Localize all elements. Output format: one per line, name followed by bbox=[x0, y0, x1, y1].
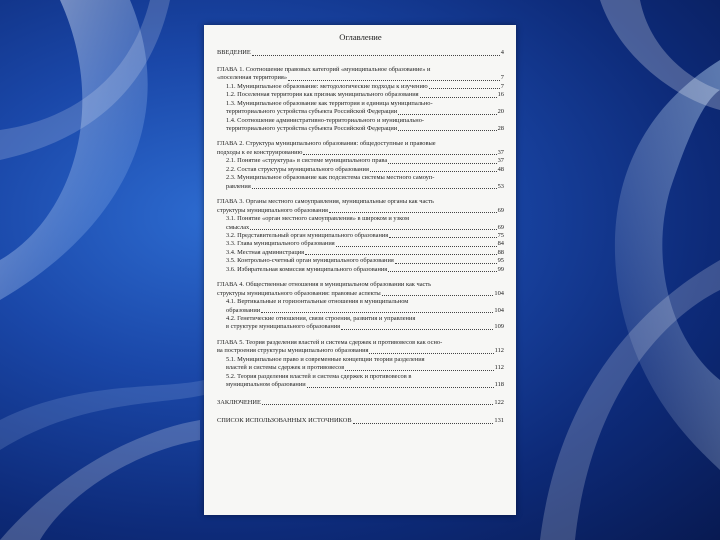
section-title-line: в структуре муниципального образования bbox=[226, 323, 341, 331]
section-title-line: смыслах bbox=[226, 223, 250, 231]
chapter-heading-line: ва построения структуры муниципального образования bbox=[217, 347, 369, 355]
dot-leader bbox=[307, 387, 494, 388]
section-entry bbox=[226, 166, 504, 174]
toc-page-number: 7 bbox=[500, 74, 504, 82]
section-entry bbox=[226, 257, 504, 265]
toc-page-number: 4 bbox=[500, 49, 504, 57]
toc-page-number: 48 bbox=[497, 165, 504, 173]
toc-page-number: 104 bbox=[494, 289, 504, 297]
toc-page-number: 112 bbox=[494, 364, 504, 372]
toc-page-number: 20 bbox=[497, 108, 504, 116]
dot-leader bbox=[388, 163, 496, 164]
section-entry bbox=[226, 249, 504, 257]
section-entry bbox=[226, 224, 504, 232]
section-title-line: 1.3. Муниципальное образование как территория и единица муниципально- bbox=[226, 99, 433, 107]
toc-page-number: 69 bbox=[497, 206, 504, 214]
section-title-line: 2.2. Состав структуры муниципального образования bbox=[226, 165, 369, 173]
toc-chapter bbox=[217, 66, 504, 134]
toc-chapter bbox=[217, 140, 504, 191]
toc-page-number: 7 bbox=[500, 82, 504, 90]
toc-chapter bbox=[217, 281, 504, 332]
toc-section bbox=[226, 373, 504, 390]
dot-leader bbox=[262, 404, 493, 405]
toc-sections bbox=[217, 157, 504, 191]
chapter-heading-line: ГЛАВА 2. Структура муниципального образования: общедоступные и правовые bbox=[217, 140, 436, 148]
toc-sections bbox=[217, 215, 504, 274]
dot-leader bbox=[345, 370, 493, 371]
toc-page-number: 53 bbox=[497, 182, 504, 190]
toc-title: Оглавление bbox=[339, 32, 382, 42]
toc-section bbox=[226, 215, 504, 232]
dot-leader bbox=[398, 130, 496, 131]
section-entry bbox=[226, 266, 504, 274]
section-title-line: 3.5. Контрольно-счетный орган муниципального образования bbox=[226, 257, 394, 265]
chapter-heading-line: структуры муниципального образования bbox=[217, 206, 328, 214]
section-entry bbox=[226, 83, 504, 91]
section-title-line: властей и системы сдержек и противовесов bbox=[226, 364, 345, 372]
dot-leader bbox=[353, 423, 494, 424]
section-title-line: 5.2. Теория разделения властей и система сдержек и противовесов в bbox=[226, 372, 412, 380]
dot-leader bbox=[370, 171, 497, 172]
section-entry bbox=[226, 157, 504, 165]
section-title-line: образовании bbox=[226, 306, 261, 314]
section-title-line: 3.2. Представительный орган муниципального образования bbox=[226, 231, 389, 239]
chapter-heading-entry bbox=[217, 290, 504, 298]
section-entry bbox=[226, 91, 504, 99]
toc-page-number: 16 bbox=[497, 91, 504, 99]
section-title-line: равления bbox=[226, 182, 251, 190]
section-entry bbox=[226, 307, 504, 315]
section-title-line: 2.1. Понятие «структура» в системе муниципального права bbox=[226, 157, 388, 165]
section-entry bbox=[226, 108, 504, 116]
toc-entry-label: ВВЕДЕНИЕ bbox=[217, 49, 251, 57]
section-title-line: 1.2. Поселенная территория как признак муниципального образования bbox=[226, 91, 419, 99]
toc-section bbox=[226, 157, 504, 165]
dot-leader bbox=[250, 229, 496, 230]
chapter-heading-entry bbox=[217, 74, 504, 82]
toc-section bbox=[226, 232, 504, 240]
chapter-heading-line: «поселенная территория» bbox=[217, 74, 288, 82]
dot-leader bbox=[398, 114, 496, 115]
toc-section bbox=[226, 315, 504, 332]
section-title-line: 3.1. Понятие «орган местного самоуправления» в широком и узком bbox=[226, 215, 410, 223]
toc-page-number: 104 bbox=[494, 306, 504, 314]
section-title-line: территориального устройства субъекта Российской Федерации bbox=[226, 124, 398, 132]
toc-entry-conclusion bbox=[217, 399, 504, 407]
toc-section bbox=[226, 240, 504, 248]
toc-section bbox=[226, 117, 504, 134]
dot-leader bbox=[420, 97, 497, 98]
toc-chapter bbox=[217, 339, 504, 390]
section-title-line: 3.4. Местная администрация bbox=[226, 248, 305, 256]
toc-page-number: 75 bbox=[497, 231, 504, 239]
dot-leader bbox=[252, 188, 497, 189]
section-title-line: 2.3. Муниципальное образование как подсистема системы местного самоуп- bbox=[226, 174, 435, 182]
toc-entry-label: ЗАКЛЮЧЕНИЕ bbox=[217, 398, 261, 406]
dot-leader bbox=[336, 246, 497, 247]
toc-section bbox=[226, 83, 504, 91]
toc-page-number: 28 bbox=[497, 124, 504, 132]
toc-entry-bibliography bbox=[217, 417, 504, 425]
section-entry bbox=[226, 381, 504, 389]
toc-page-number: 122 bbox=[494, 398, 504, 406]
toc-section bbox=[226, 249, 504, 257]
dot-leader bbox=[252, 55, 500, 56]
toc-page-number: 88 bbox=[497, 248, 504, 256]
dot-leader bbox=[261, 312, 493, 313]
toc-section bbox=[226, 266, 504, 274]
section-title-line: 4.1. Вертикальные и горизонтальные отношения в муниципальном bbox=[226, 298, 409, 306]
toc-sections bbox=[217, 83, 504, 134]
dot-leader bbox=[382, 295, 494, 296]
toc-page-number: 69 bbox=[497, 223, 504, 231]
chapter-heading-line: ГЛАВА 3. Органы местного самоуправления, муниципальные органы как часть bbox=[217, 198, 434, 206]
section-title-line: 4.2. Генетические отношения, связи строения, развития и управления bbox=[226, 315, 416, 323]
section-entry bbox=[226, 125, 504, 133]
dot-leader bbox=[303, 154, 496, 155]
chapter-heading-entry bbox=[217, 207, 504, 215]
toc-section bbox=[226, 298, 504, 315]
section-title-line: 3.6. Избирательная комиссия муниципального образования bbox=[226, 265, 388, 273]
section-title-line: 1.1. Муниципальное образование: методологические подходы к изучению bbox=[226, 82, 428, 90]
dot-leader bbox=[389, 237, 496, 238]
section-entry bbox=[226, 240, 504, 248]
toc-chapters bbox=[217, 66, 504, 390]
section-entry bbox=[226, 364, 504, 372]
toc-sections bbox=[217, 298, 504, 332]
section-title-line: 1.4. Соотношение административно-территориального и муниципально- bbox=[226, 116, 425, 124]
dot-leader bbox=[341, 329, 493, 330]
section-title-line: территориального устройства субъекта Российской Федерации bbox=[226, 108, 398, 116]
toc-section bbox=[226, 174, 504, 191]
chapter-heading-line: ГЛАВА 4. Общественные отношения в муниципальном образовании как часть bbox=[217, 281, 432, 289]
section-entry bbox=[226, 183, 504, 191]
toc-entry-label: СПИСОК ИСПОЛЬЗОВАННЫХ ИСТОЧНИКОВ bbox=[217, 417, 352, 425]
dot-leader bbox=[288, 80, 500, 81]
toc-page-number: 37 bbox=[497, 157, 504, 165]
section-title-line: 3.3. Глава муниципального образования bbox=[226, 240, 335, 248]
chapter-heading-line: структуры муниципального образования: правовые аспекты bbox=[217, 289, 381, 297]
section-entry bbox=[226, 323, 504, 331]
chapter-heading-line: ГЛАВА 5. Теория разделения властей и система сдержек и противовесов как осно- bbox=[217, 338, 443, 346]
toc-section bbox=[226, 91, 504, 99]
dot-leader bbox=[429, 88, 500, 89]
toc-section bbox=[226, 356, 504, 373]
toc-chapter bbox=[217, 198, 504, 274]
chapter-heading-line: подходы к ее конструированию bbox=[217, 148, 303, 156]
toc-page-number: 37 bbox=[497, 148, 504, 156]
section-title-line: 5.1. Муниципальное право и современные концепции теории разделения bbox=[226, 355, 425, 363]
chapter-heading-line: ГЛАВА 1. Соотношение правовых категорий «муниципальное образование» и bbox=[217, 65, 431, 73]
toc-sections bbox=[217, 356, 504, 390]
document-page bbox=[204, 25, 516, 515]
toc-page-number: 118 bbox=[494, 381, 504, 389]
section-title-line: муниципальном образовании bbox=[226, 381, 306, 389]
toc-page-number: 131 bbox=[494, 417, 504, 425]
toc-page-number: 112 bbox=[494, 347, 504, 355]
toc-page-number: 84 bbox=[497, 240, 504, 248]
toc-entry-intro bbox=[217, 49, 504, 57]
chapter-heading-entry bbox=[217, 347, 504, 355]
toc-page-number: 99 bbox=[497, 265, 504, 273]
dot-leader bbox=[369, 353, 493, 354]
dot-leader bbox=[388, 271, 496, 272]
section-entry bbox=[226, 232, 504, 240]
dot-leader bbox=[329, 212, 497, 213]
chapter-heading-entry bbox=[217, 149, 504, 157]
dot-leader bbox=[395, 263, 497, 264]
toc-page-number: 109 bbox=[494, 323, 504, 331]
toc-section bbox=[226, 100, 504, 117]
toc-section bbox=[226, 166, 504, 174]
toc-section bbox=[226, 257, 504, 265]
toc-page-number: 95 bbox=[497, 257, 504, 265]
dot-leader bbox=[305, 254, 496, 255]
